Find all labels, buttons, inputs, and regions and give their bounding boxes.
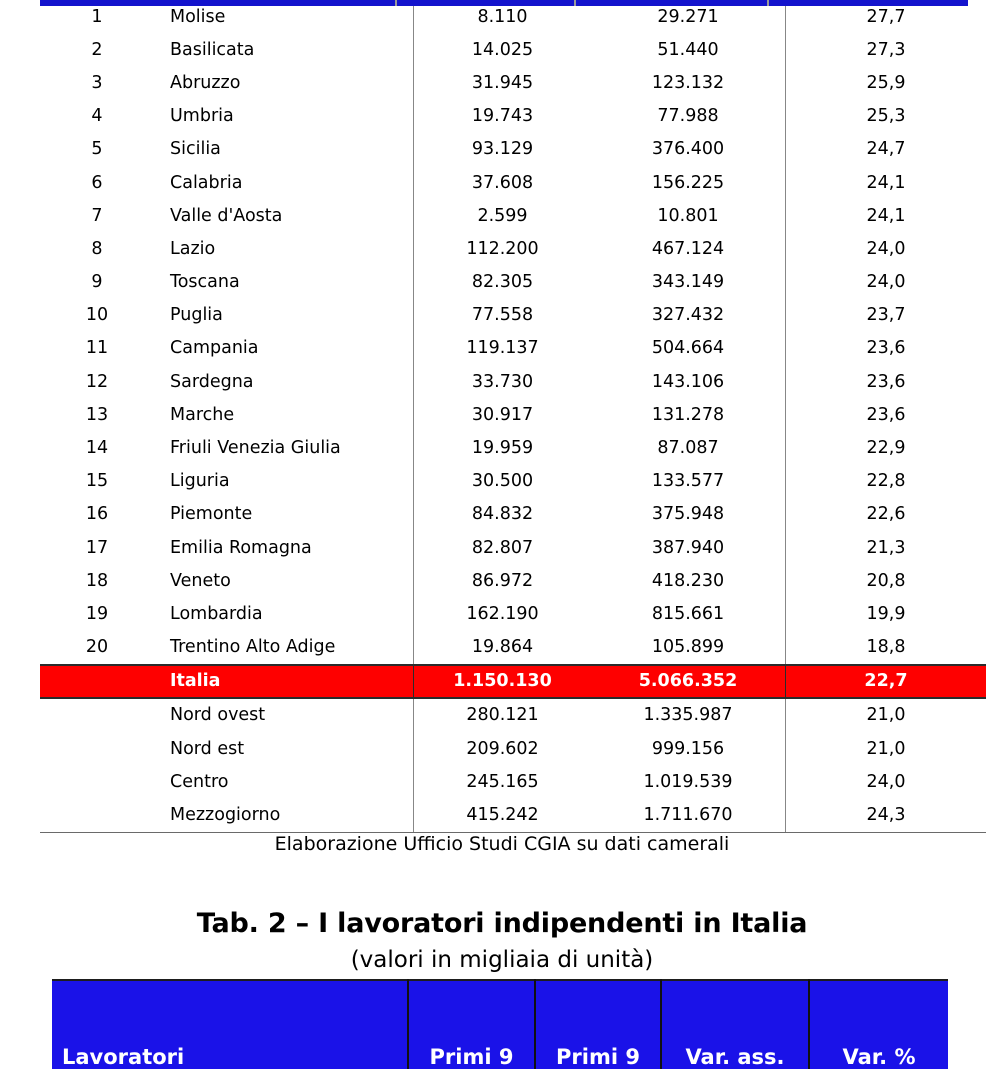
table2-header-row [52,980,948,1069]
cell-percentage: 24,1 [866,205,906,226]
cell-rank: 5 [91,139,103,160]
cell-value-2: 131.278 [591,398,786,431]
cell-rank: 7 [91,205,103,226]
table-row [40,398,986,431]
cell-region-name: Liguria [154,465,414,498]
cell-percentage: 21,0 [866,705,906,726]
cell-region-name: Abruzzo [154,66,414,99]
table2-header-var-pct-line1: Var. % [842,1045,916,1069]
table-row [40,597,986,630]
header-divider-2 [574,0,576,6]
cell-percentage: 22,8 [866,471,906,492]
cell-value-1: 37.608 [471,172,534,193]
cell-value-1: 93.129 [471,139,534,160]
table-row [40,732,986,765]
cell-percentage: 25,9 [866,72,906,93]
cell-percentage: 27,3 [866,39,906,60]
cell-rank: 20 [85,637,109,658]
cell-region-name: Toscana [154,266,414,299]
cell-percentage: 19,9 [866,603,906,624]
table2-title: Tab. 2 – I lavoratori indipendenti in Italia [196,908,808,939]
cell-region-name: Emilia Romagna [154,531,414,564]
cell-rank: 14 [85,438,109,459]
regions-table [40,0,986,833]
cell-rank: 17 [85,537,109,558]
cell-value-2: 143.106 [591,365,786,398]
cell-percentage: 24,0 [866,238,906,259]
cell-rank: 1 [91,6,103,27]
cell-value-2: 29.271 [591,0,786,33]
cell-value-2: 133.577 [591,465,786,498]
cell-percentage: 23,7 [866,305,906,326]
cell-rank: 15 [85,471,109,492]
table-row [40,665,986,698]
table2-container [52,979,930,1069]
cell-value-1: 33.730 [471,371,534,392]
cell-value-1: 31.945 [471,72,534,93]
cell-value-2: 327.432 [591,299,786,332]
cell-percentage: 18,8 [866,637,906,658]
cell-value-2: 1.711.670 [591,798,786,832]
table2-header-var-pct [809,980,948,1069]
cell-value-2: 467.124 [591,232,786,265]
cell-percentage: 24,7 [866,139,906,160]
cell-region-name: Lombardia [154,597,414,630]
cell-value-1: 77.558 [471,305,534,326]
cell-region-name: Valle d'Aosta [154,199,414,232]
source-note: Elaborazione Ufficio Studi CGIA su dati camerali [274,833,730,855]
cell-region-name: Molise [154,0,414,33]
cell-value-2: 77.988 [591,100,786,133]
cell-region-name: Puglia [154,299,414,332]
table2-header-primi9-a [408,980,535,1069]
cell-region-name: Nord est [154,732,414,765]
cell-value-2: 123.132 [591,66,786,99]
cell-region-name: Mezzogiorno [154,798,414,832]
cell-value-2: 387.940 [591,531,786,564]
cell-value-1: 415.242 [414,798,592,832]
table-row [40,299,986,332]
table-row [40,232,986,265]
cell-percentage: 24,3 [786,798,987,832]
cell-value-2: 815.661 [591,597,786,630]
table-row [40,431,986,464]
cell-rank: 18 [85,570,109,591]
cell-rank: 10 [85,305,109,326]
table-row [40,631,986,665]
cell-value-2: 418.230 [591,564,786,597]
cell-value-1: 84.832 [471,504,534,525]
cell-region-name: Calabria [154,166,414,199]
cell-rank: 19 [85,603,109,624]
table-row [40,798,986,832]
table-row [40,166,986,199]
cell-rank [40,732,154,765]
cell-value-2: 87.087 [591,431,786,464]
cell-value-1: 280.121 [466,705,539,726]
table2-header-primi9-a-line1: Primi 9 [429,1045,514,1069]
cell-region-name: Marche [154,398,414,431]
cell-region-name: Veneto [154,564,414,597]
cell-percentage: 27,7 [866,6,906,27]
cell-region-name: Campania [154,332,414,365]
cell-value-2: 1.335.987 [591,698,786,732]
cell-region-name: Basilicata [154,33,414,66]
cell-value-2: 105.899 [591,631,786,665]
cell-value-1: 14.025 [471,39,534,60]
cell-value-1: 8.110 [477,6,528,27]
cell-percentage: 21,3 [866,537,906,558]
cell-rank: 9 [91,272,103,293]
cell-value-2: 10.801 [591,199,786,232]
table-row [40,133,986,166]
cell-value-2: 5.066.352 [591,665,786,698]
cell-percentage: 21,0 [866,738,906,759]
cell-rank: 11 [85,338,109,359]
cell-value-1: 2.599 [477,205,528,226]
cell-percentage: 22,7 [786,665,987,698]
table-row [40,365,986,398]
cell-region-name: Centro [154,765,414,798]
cell-rank: 12 [85,371,109,392]
cell-percentage: 23,6 [866,371,906,392]
cell-percentage: 22,9 [866,438,906,459]
cell-value-1: 119.137 [466,338,539,359]
cell-percentage: 22,6 [866,504,906,525]
cell-region-name: Piemonte [154,498,414,531]
table2-header-label-line2: Lavoratori [62,1045,185,1069]
table2-header-var-ass [661,980,809,1069]
cell-rank [40,765,154,798]
cell-region-name: Italia [154,665,414,698]
cell-percentage: 20,8 [866,570,906,591]
cell-value-2: 376.400 [591,133,786,166]
cell-region-name: Trentino Alto Adige [154,631,414,665]
table-row [40,765,986,798]
table2-header-label [52,980,408,1069]
table2-header-primi9-b-line1: Primi 9 [556,1045,640,1069]
cell-rank: 4 [91,106,103,127]
cell-percentage: 24,1 [866,172,906,193]
cell-value-2: 375.948 [591,498,786,531]
cell-region-name: Friuli Venezia Giulia [154,431,414,464]
cell-region-name: Nord ovest [154,698,414,732]
table2-subtitle: (valori in migliaia di unità) [350,947,654,973]
cell-value-2: 51.440 [591,33,786,66]
cell-value-1: 1.150.130 [414,665,592,698]
cell-percentage: 25,3 [866,106,906,127]
cell-value-1: 30.917 [471,404,534,425]
cell-rank [40,698,154,732]
cell-value-2: 999.156 [591,732,786,765]
cell-region-name: Sicilia [154,133,414,166]
cell-value-2: 156.225 [591,166,786,199]
cell-value-1: 82.807 [471,537,534,558]
cell-rank: 8 [91,238,103,259]
cell-value-1: 82.305 [471,272,534,293]
header-divider-1 [395,0,397,6]
table-row [40,531,986,564]
table-row [40,266,986,299]
cell-rank: 16 [85,504,109,525]
cell-value-1: 245.165 [466,771,539,792]
table-row [40,33,986,66]
cell-value-2: 1.019.539 [591,765,786,798]
cell-value-1: 209.602 [466,738,539,759]
cell-value-1: 162.190 [466,603,539,624]
table-row [40,332,986,365]
cell-value-2: 343.149 [591,266,786,299]
cell-percentage: 24,0 [866,771,906,792]
table-row [40,465,986,498]
cell-value-1: 112.200 [466,238,539,259]
cell-rank: 6 [91,172,103,193]
table-row [40,698,986,732]
table-row [40,66,986,99]
cell-value-2: 504.664 [591,332,786,365]
cell-value-1: 19.864 [471,637,534,658]
cell-percentage: 23,6 [866,404,906,425]
cell-percentage: 23,6 [866,338,906,359]
cell-value-1: 30.500 [471,471,534,492]
table-row [40,564,986,597]
cell-value-1: 86.972 [471,570,534,591]
cell-rank: 3 [91,72,103,93]
workers-table [52,979,948,1069]
cell-region-name: Sardegna [154,365,414,398]
cell-rank: 13 [85,404,109,425]
table2-header-var-ass-line1: Var. ass. [685,1045,785,1069]
table2-header-primi9-b [535,980,661,1069]
cell-region-name: Umbria [154,100,414,133]
cell-rank: 2 [91,39,103,60]
cell-rank [40,798,154,832]
cell-region-name: Lazio [154,232,414,265]
table-row [40,199,986,232]
table1-header-strip [40,0,968,6]
cell-rank [40,665,154,698]
cell-value-1: 19.743 [471,106,534,127]
table-row [40,498,986,531]
table1-container [40,0,968,833]
table-row [40,100,986,133]
header-divider-3 [767,0,769,6]
cell-value-1: 19.959 [471,438,534,459]
cell-percentage: 24,0 [866,272,906,293]
